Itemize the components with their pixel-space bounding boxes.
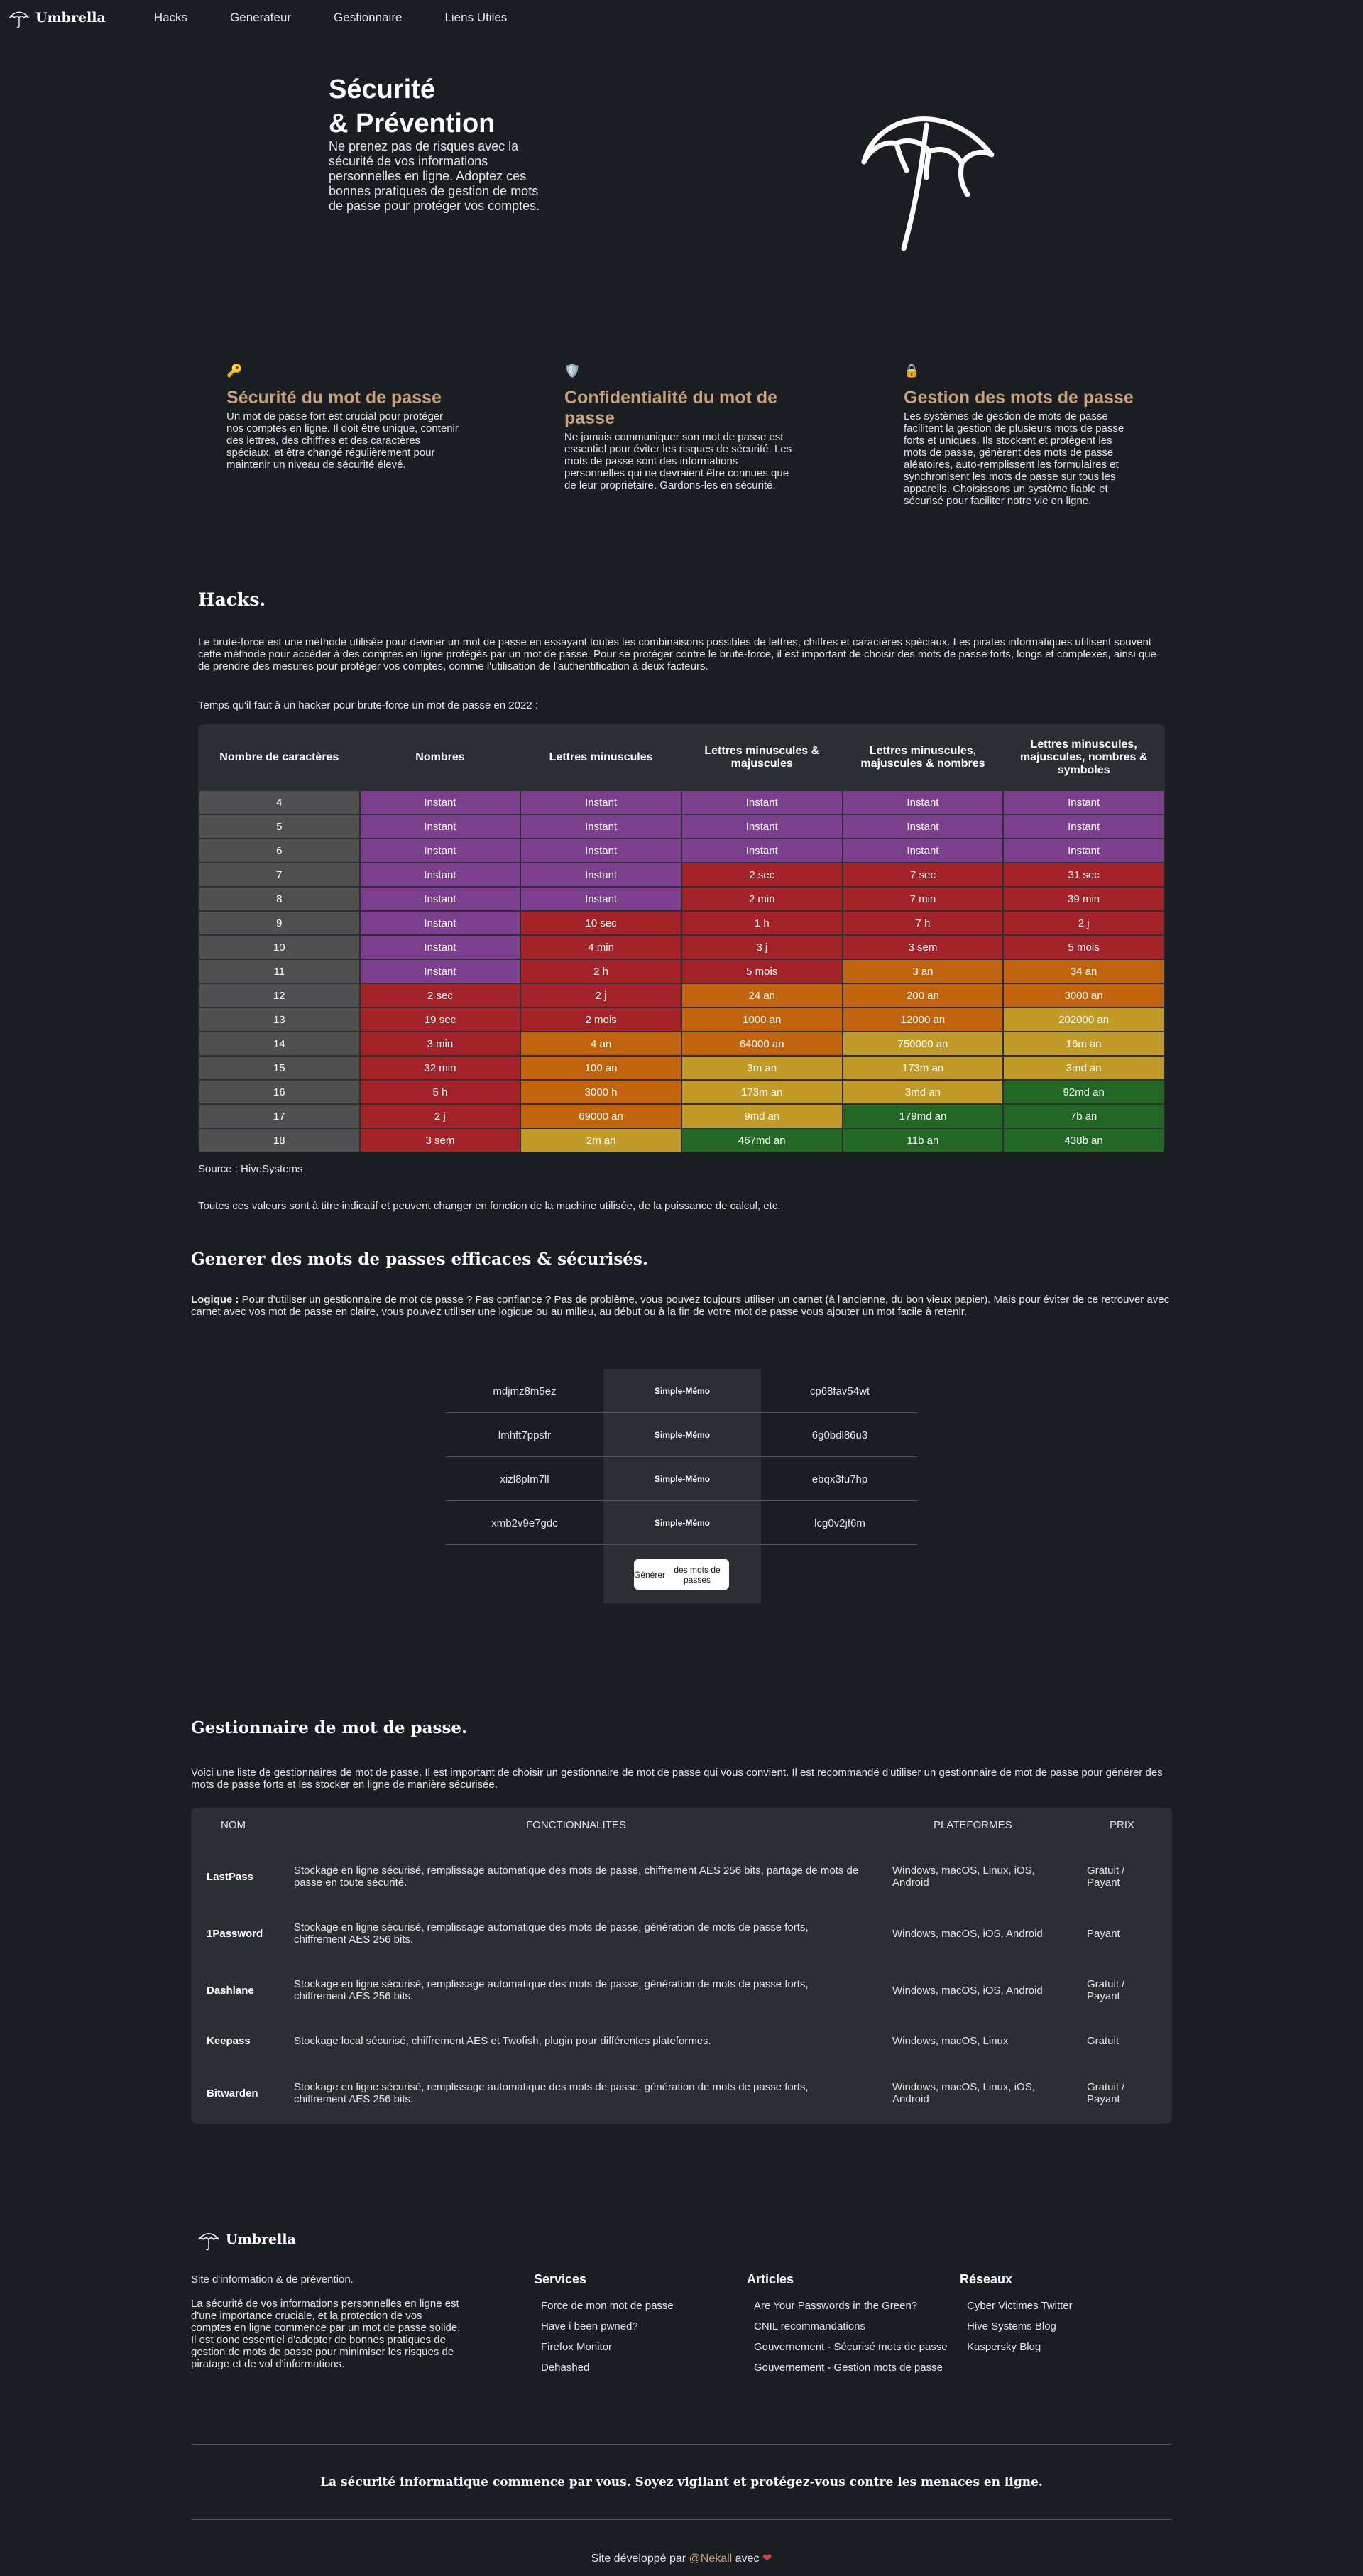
manager-price: Gratuit xyxy=(1087,2035,1120,2047)
manager-name: LastPass xyxy=(207,1871,253,1883)
bruteforce-column-header: Lettres minuscules, majuscules, nombres & symboles xyxy=(1019,738,1148,776)
crack-time-cell: Instant xyxy=(521,863,681,886)
generated-password-left[interactable]: xizl8plm7ll xyxy=(500,1473,549,1485)
crack-time-cell: 3 sem xyxy=(843,936,1003,959)
char-count-cell: 7 xyxy=(199,863,359,886)
crack-time-cell: 1 h xyxy=(682,912,842,934)
footer-link[interactable]: Have i been pwned? xyxy=(541,2320,638,2332)
umbrella-logo-icon xyxy=(196,2227,221,2252)
crack-time-cell: 7b an xyxy=(1004,1105,1164,1128)
table-row xyxy=(199,984,1164,1007)
char-count-cell: 4 xyxy=(199,791,359,814)
footer-tagline: Site d'information & de prévention. xyxy=(191,2274,354,2286)
crack-time-cell: Instant xyxy=(521,839,681,862)
crack-time-cell: 3 j xyxy=(682,936,842,959)
footer-link[interactable]: Dehashed xyxy=(541,2362,590,2374)
crack-time-cell: 39 min xyxy=(1004,888,1164,910)
crack-time-cell: 173m an xyxy=(843,1057,1003,1079)
crack-time-cell: 750000 an xyxy=(843,1032,1003,1055)
generate-button-line2: des mots de passes xyxy=(674,1564,721,1585)
manager-name: Bitwarden xyxy=(207,2087,258,2100)
footer-credit xyxy=(0,2551,1363,2565)
memo-word: Simple-Mémo xyxy=(654,1430,710,1440)
char-count-cell: 12 xyxy=(199,984,359,1007)
nav-logo[interactable] xyxy=(7,6,106,30)
footer-services-title: Services xyxy=(534,2272,587,2286)
table-row xyxy=(199,839,1164,862)
hacks-intro: Le brute-force est une méthode utilisée pour deviner un mot de passe en essayant toutes les combinaisons possibles de lettres, chiffres et caractères spéciaux. Les pirates informatiques utilisent souvent cette méthode pour accéder à des comptes en ligne protégés par un mot de passe. Pour se protéger contre le brute-force, il est important de choisir des mots de passe forts, longs et complexes, ainsi que de prendre des mesures pour protéger vos comptes, comme l'utilisation de l'authentification à deux facteurs. xyxy=(198,636,1156,672)
feature-text: Les systèmes de gestion de mots de passe facilitent la gestion de plusieurs mots de passe forts et uniques. Ils stockent et protègent les mots de passe, génèrent des mots de passe aléatoires, auto-remplissent les formulaires et synchronisent les mots de passe sur tous les appareils. Choisissons un système fiable et sécurisé pour faciliter notre vie en ligne. xyxy=(904,410,1124,507)
password-generator xyxy=(446,1369,917,1603)
managers-intro: Voici une liste de gestionnaires de mot de passe. Il est important de choisir un gestionnaire de mot de passe qui vous convient. Il est recommandé d'utiliser un gestionnaire de mot de passe pour générer des mots de passe forts et les stocker en ligne de manière sécurisée. xyxy=(191,1767,1163,1791)
footer-link[interactable]: CNIL recommandations xyxy=(754,2320,866,2332)
footer-services xyxy=(534,2272,674,2382)
crack-time-cell: Instant xyxy=(361,888,520,910)
crack-time-cell: 11b an xyxy=(843,1129,1003,1152)
crack-time-cell: 64000 an xyxy=(682,1032,842,1055)
bruteforce-table xyxy=(198,724,1165,1151)
generator-row xyxy=(446,1369,917,1413)
manager-features: Stockage en ligne sécurisé, remplissage automatique des mots de passe, génération de mots de passe forts, chiffrement AES 256 bits. xyxy=(294,2081,809,2105)
crack-time-cell: 438b an xyxy=(1004,1129,1164,1152)
bruteforce-table-body xyxy=(199,791,1164,1152)
manager-platforms: Windows, macOS, iOS, Android xyxy=(892,1985,1043,1997)
char-count-cell: 18 xyxy=(199,1129,359,1152)
char-count-cell: 9 xyxy=(199,912,359,934)
crack-time-cell: Instant xyxy=(361,936,520,959)
footer-about: La sécurité de vos informations personnelles en ligne est d'une importance cruciale, et la protection de vos comptes en ligne commence par un mot de passe solide. Il est donc essentiel d'adopter de bonnes pratiques de gestion de mots de passe pour minimiser les risques de piratage et de vol d'informations. xyxy=(191,2298,461,2370)
crack-time-cell: Instant xyxy=(361,960,520,983)
footer-divider xyxy=(191,2519,1172,2520)
crack-time-cell: Instant xyxy=(361,839,520,862)
crack-time-cell: Instant xyxy=(843,815,1003,838)
crack-time-cell: Instant xyxy=(361,815,520,838)
char-count-cell: 17 xyxy=(199,1105,359,1128)
crack-time-cell: 179md an xyxy=(843,1105,1003,1128)
generator-row xyxy=(446,1413,917,1457)
crack-time-cell: 92md an xyxy=(1004,1081,1164,1103)
crack-time-cell: 2 h xyxy=(521,960,681,983)
generate-button-line1: Générer xyxy=(634,1569,666,1580)
memo-word: Simple-Mémo xyxy=(654,1386,710,1396)
crack-time-cell: 5 mois xyxy=(1004,936,1164,959)
table-row xyxy=(199,960,1164,983)
managers-header-features: FONCTIONNALITES xyxy=(526,1818,626,1831)
credit-prefix: Site développé par xyxy=(591,2553,689,2565)
crack-time-cell: 12000 an xyxy=(843,1008,1003,1031)
crack-time-cell: 2 sec xyxy=(682,863,842,886)
char-count-cell: 10 xyxy=(199,936,359,959)
crack-time-cell: Instant xyxy=(682,815,842,838)
char-count-cell: 11 xyxy=(199,960,359,983)
crack-time-cell: 5 h xyxy=(361,1081,520,1103)
crack-time-cell: 9md an xyxy=(682,1105,842,1128)
crack-time-cell: 1000 an xyxy=(682,1008,842,1031)
manager-platforms: Windows, macOS, Linux, iOS, Android xyxy=(892,1865,1035,1889)
crack-time-cell: 173m an xyxy=(682,1081,842,1103)
manager-price: Gratuit / Payant xyxy=(1087,2081,1125,2105)
manager-platforms: Windows, macOS, Linux, iOS, Android xyxy=(892,2081,1035,2105)
crack-time-cell: 10 sec xyxy=(521,912,681,934)
crack-time-cell: 24 an xyxy=(682,984,842,1007)
footer-link[interactable]: Kaspersky Blog xyxy=(967,2341,1041,2353)
managers-header-platforms: PLATEFORMES xyxy=(934,1818,1012,1831)
char-count-cell: 13 xyxy=(199,1008,359,1031)
crack-time-cell: 3 min xyxy=(361,1032,520,1055)
footer-articles-title: Articles xyxy=(747,2272,794,2286)
generate-passwords-button[interactable] xyxy=(634,1559,729,1590)
generator-logic xyxy=(191,1294,1172,1318)
footer-link[interactable]: Are Your Passwords in the Green? xyxy=(754,2300,918,2312)
crack-time-cell: 3md an xyxy=(843,1081,1003,1103)
crack-time-cell: Instant xyxy=(1004,815,1164,838)
crack-time-cell: 467md an xyxy=(682,1129,842,1152)
crack-time-cell: 200 an xyxy=(843,984,1003,1007)
feature-title: Confidentialité du mot de passe xyxy=(564,388,777,428)
table-row xyxy=(199,815,1164,838)
table-row xyxy=(199,912,1164,934)
crack-time-cell: 34 an xyxy=(1004,960,1164,983)
logic-label: Logique : xyxy=(191,1294,239,1306)
table-row xyxy=(199,1032,1164,1055)
crack-time-cell: 2 j xyxy=(361,1105,520,1128)
feature-password-security xyxy=(226,364,461,471)
heart-icon: ❤ xyxy=(762,2553,772,2565)
crack-time-cell: 7 h xyxy=(843,912,1003,934)
crack-time-cell: Instant xyxy=(521,815,681,838)
footer-slogan: La sécurité informatique commence par vous. Soyez vigilant et protégez-vous contre les menaces en ligne. xyxy=(320,2475,1043,2489)
generator-row xyxy=(446,1501,917,1545)
crack-time-cell: 3000 h xyxy=(521,1081,681,1103)
nav-link-liens-utiles[interactable]: Liens Utiles xyxy=(444,11,508,24)
manager-features: Stockage en ligne sécurisé, remplissage automatique des mots de passe, chiffrement AES 256 bits, partage de mots de passe en toute sécurité. xyxy=(294,1865,859,1889)
bruteforce-column-header: Lettres minuscules xyxy=(549,751,653,763)
char-count-cell: 5 xyxy=(199,815,359,838)
crack-time-cell: 3m an xyxy=(682,1057,842,1079)
crack-time-cell: Instant xyxy=(521,888,681,910)
char-count-cell: 15 xyxy=(199,1057,359,1079)
managers-table xyxy=(191,1808,1172,2124)
crack-time-cell: Instant xyxy=(843,791,1003,814)
manager-price: Gratuit / Payant xyxy=(1087,1865,1125,1889)
logic-text: Pour d'utiliser un gestionnaire de mot de passe ? Pas confiance ? Pas de problème, vous pouvez toujours utiliser un carnet (à l'ancienne, du bon vieux papier). Mais pour éviter de ce retrouver avec carnet avec vos mot de passe en claire, vous pouvez utiliser une logique ou au milieu, au début ou à la fin de votre mot de passe vous ajouter un mot facile à retenir. xyxy=(191,1294,1170,1318)
crack-time-cell: 7 min xyxy=(843,888,1003,910)
umbrella-logo-icon xyxy=(7,6,31,30)
feature-title: Gestion des mots de passe xyxy=(904,388,1134,408)
table-row xyxy=(199,1057,1164,1079)
crack-time-cell: 4 an xyxy=(521,1032,681,1055)
footer-link[interactable]: Cyber Victimes Twitter xyxy=(967,2300,1073,2312)
footer-link[interactable]: Gouvernement - Gestion mots de passe xyxy=(754,2362,943,2374)
generated-password-right[interactable]: lcg0v2jf6m xyxy=(814,1517,865,1529)
author-link[interactable]: @Nekall xyxy=(689,2553,733,2565)
crack-time-cell: 2m an xyxy=(521,1129,681,1152)
hacks-title: Hacks. xyxy=(198,589,266,610)
table-row xyxy=(199,1008,1164,1031)
generated-password-right[interactable]: ebqx3fu7hp xyxy=(811,1473,868,1485)
crack-time-cell: 4 min xyxy=(521,936,681,959)
lock-icon: 🔒 xyxy=(904,364,920,378)
generated-password-left[interactable]: mdjmz8m5ez xyxy=(493,1385,557,1397)
crack-time-cell: 3000 an xyxy=(1004,984,1164,1007)
crack-time-cell: 2 min xyxy=(682,888,842,910)
manager-price: Payant xyxy=(1087,1928,1120,1940)
crack-time-cell: 32 min xyxy=(361,1057,520,1079)
crack-time-cell: 2 j xyxy=(1004,912,1164,934)
manager-platforms: Windows, macOS, iOS, Android xyxy=(892,1928,1043,1940)
manager-price: Gratuit / Payant xyxy=(1087,1978,1125,2002)
footer-divider xyxy=(191,2444,1172,2445)
bruteforce-column-header: Lettres minuscules, majuscules & nombres xyxy=(860,745,985,770)
feature-text: Un mot de passe fort est crucial pour protéger nos comptes en ligne. Il doit être unique, contenir des lettres, des chiffres et des caractères spéciaux, et être changé régulièrement pour maintenir un niveau de sécurité élevé. xyxy=(226,410,459,471)
manager-name: Dashlane xyxy=(207,1985,254,1997)
crack-time-cell: Instant xyxy=(843,839,1003,862)
footer-articles xyxy=(747,2272,953,2382)
bruteforce-column-header: Lettres minuscules & majuscules xyxy=(704,745,820,770)
crack-time-cell: Instant xyxy=(1004,791,1164,814)
footer-reseaux xyxy=(960,2272,1073,2362)
nav-link-gestionnaire[interactable]: Gestionnaire xyxy=(334,11,403,24)
table-row xyxy=(199,791,1164,814)
umbrella-illustration-icon xyxy=(855,107,997,256)
char-count-cell: 8 xyxy=(199,888,359,910)
managers-header-name: NOM xyxy=(221,1818,246,1831)
generated-password-right[interactable]: 6g0bdl86u3 xyxy=(811,1429,868,1441)
crack-time-cell: 3md an xyxy=(1004,1057,1164,1079)
credit-suffix: avec xyxy=(732,2553,762,2565)
nav-link-hacks[interactable]: Hacks xyxy=(153,11,188,24)
hero-text: Ne prenez pas de risques avec la sécurité de vos informations personnelles en ligne. Adoptez ces bonnes pratiques de gestion de mots de passe pour protéger vos comptes. xyxy=(329,139,540,213)
generator-row xyxy=(446,1457,917,1501)
table-disclaimer: Toutes ces valeurs sont à titre indicatif et peuvent changer en fonction de la machine utilisée, de la puissance de calcul, etc. xyxy=(198,1200,781,1212)
crack-time-cell: Instant xyxy=(361,863,520,886)
generated-password-left[interactable]: lmhft7ppsfr xyxy=(498,1429,552,1441)
crack-time-cell: 2 mois xyxy=(521,1008,681,1031)
feature-text: Ne jamais communiquer son mot de passe est essentiel pour éviter les risques de sécurité. Les mots de passe sont des informations personnelles qui ne devraient être connues que de leur propriétaire. Gardons-les en sécurité. xyxy=(564,431,792,491)
top-nav xyxy=(0,0,1363,36)
manager-features: Stockage local sécurisé, chiffrement AES et Twofish, plugin pour différentes plateformes. xyxy=(294,2035,711,2047)
manager-features: Stockage en ligne sécurisé, remplissage automatique des mots de passe, génération de mots de passe forts, chiffrement AES 256 bits. xyxy=(294,1921,809,1945)
table-row xyxy=(199,1105,1164,1128)
table-source: Source : HiveSystems xyxy=(198,1163,303,1175)
managers-title: Gestionnaire de mot de passe. xyxy=(191,1718,468,1737)
crack-time-cell: 2 sec xyxy=(361,984,520,1007)
manager-name: Keepass xyxy=(207,2035,251,2047)
crack-time-cell: 3 an xyxy=(843,960,1003,983)
crack-time-cell: 69000 an xyxy=(521,1105,681,1128)
crack-time-cell: 19 sec xyxy=(361,1008,520,1031)
footer-logo[interactable] xyxy=(196,2227,296,2252)
generated-password-left[interactable]: xmb2v9e7gdc xyxy=(491,1517,558,1529)
manager-features: Stockage en ligne sécurisé, remplissage automatique des mots de passe, génération de mots de passe forts, chiffrement AES 256 bits. xyxy=(294,1978,809,2002)
shield-icon: 🛡️ xyxy=(564,364,581,378)
key-icon: 🔑 xyxy=(226,364,243,378)
hero-title-line2: & Prévention xyxy=(329,109,496,138)
table-row xyxy=(199,936,1164,959)
footer-link[interactable]: Firefox Monitor xyxy=(541,2341,613,2353)
crack-time-cell: 31 sec xyxy=(1004,863,1164,886)
crack-time-cell: Instant xyxy=(682,791,842,814)
crack-time-cell: 202000 an xyxy=(1004,1008,1164,1031)
feature-password-confidentiality xyxy=(564,364,799,491)
crack-time-cell: Instant xyxy=(521,791,681,814)
crack-time-cell: 5 mois xyxy=(682,960,842,983)
memo-word: Simple-Mémo xyxy=(654,1518,710,1528)
footer-logo-text: Umbrella xyxy=(226,2232,296,2247)
feature-password-management xyxy=(904,364,1138,507)
bruteforce-table-header xyxy=(199,726,1164,790)
footer-link[interactable]: Gouvernement - Sécurisé mots de passe xyxy=(754,2341,948,2353)
hero-title xyxy=(329,72,495,141)
crack-time-cell: Instant xyxy=(1004,839,1164,862)
crack-time-cell: 16m an xyxy=(1004,1032,1164,1055)
table-row xyxy=(199,888,1164,910)
table-row xyxy=(199,1129,1164,1152)
char-count-cell: 14 xyxy=(199,1032,359,1055)
crack-time-cell: 3 sem xyxy=(361,1129,520,1152)
footer-link[interactable]: Hive Systems Blog xyxy=(967,2320,1056,2332)
crack-time-cell: Instant xyxy=(361,791,520,814)
char-count-cell: 6 xyxy=(199,839,359,862)
crack-time-cell: 100 an xyxy=(521,1057,681,1079)
hero-title-line1: Sécurité xyxy=(329,75,435,104)
feature-title: Sécurité du mot de passe xyxy=(226,388,442,408)
nav-link-generateur[interactable]: Generateur xyxy=(230,11,292,24)
manager-name: 1Password xyxy=(207,1928,263,1940)
table-row xyxy=(199,863,1164,886)
table-row xyxy=(199,1081,1164,1103)
manager-platforms: Windows, macOS, Linux xyxy=(892,2035,1009,2047)
managers-header-price: PRIX xyxy=(1110,1818,1135,1831)
footer-reseaux-title: Réseaux xyxy=(960,2272,1013,2286)
char-count-cell: 16 xyxy=(199,1081,359,1103)
memo-word: Simple-Mémo xyxy=(654,1474,710,1484)
nav-logo-text: Umbrella xyxy=(35,10,106,26)
generated-password-right[interactable]: cp68fav54wt xyxy=(809,1385,870,1397)
footer-link[interactable]: Force de mon mot de passe xyxy=(541,2300,674,2312)
crack-time-cell: Instant xyxy=(361,912,520,934)
generator-title: Generer des mots de passes efficaces & sécurisés. xyxy=(191,1250,648,1269)
bruteforce-column-header: Nombres xyxy=(415,751,465,763)
crack-time-cell: 7 sec xyxy=(843,863,1003,886)
bruteforce-column-header: Nombre de caractères xyxy=(219,751,339,763)
crack-time-cell: Instant xyxy=(682,839,842,862)
bruteforce-table-caption: Temps qu'il faut à un hacker pour brute-force un mot de passe en 2022 : xyxy=(198,699,538,711)
crack-time-cell: 2 j xyxy=(521,984,681,1007)
